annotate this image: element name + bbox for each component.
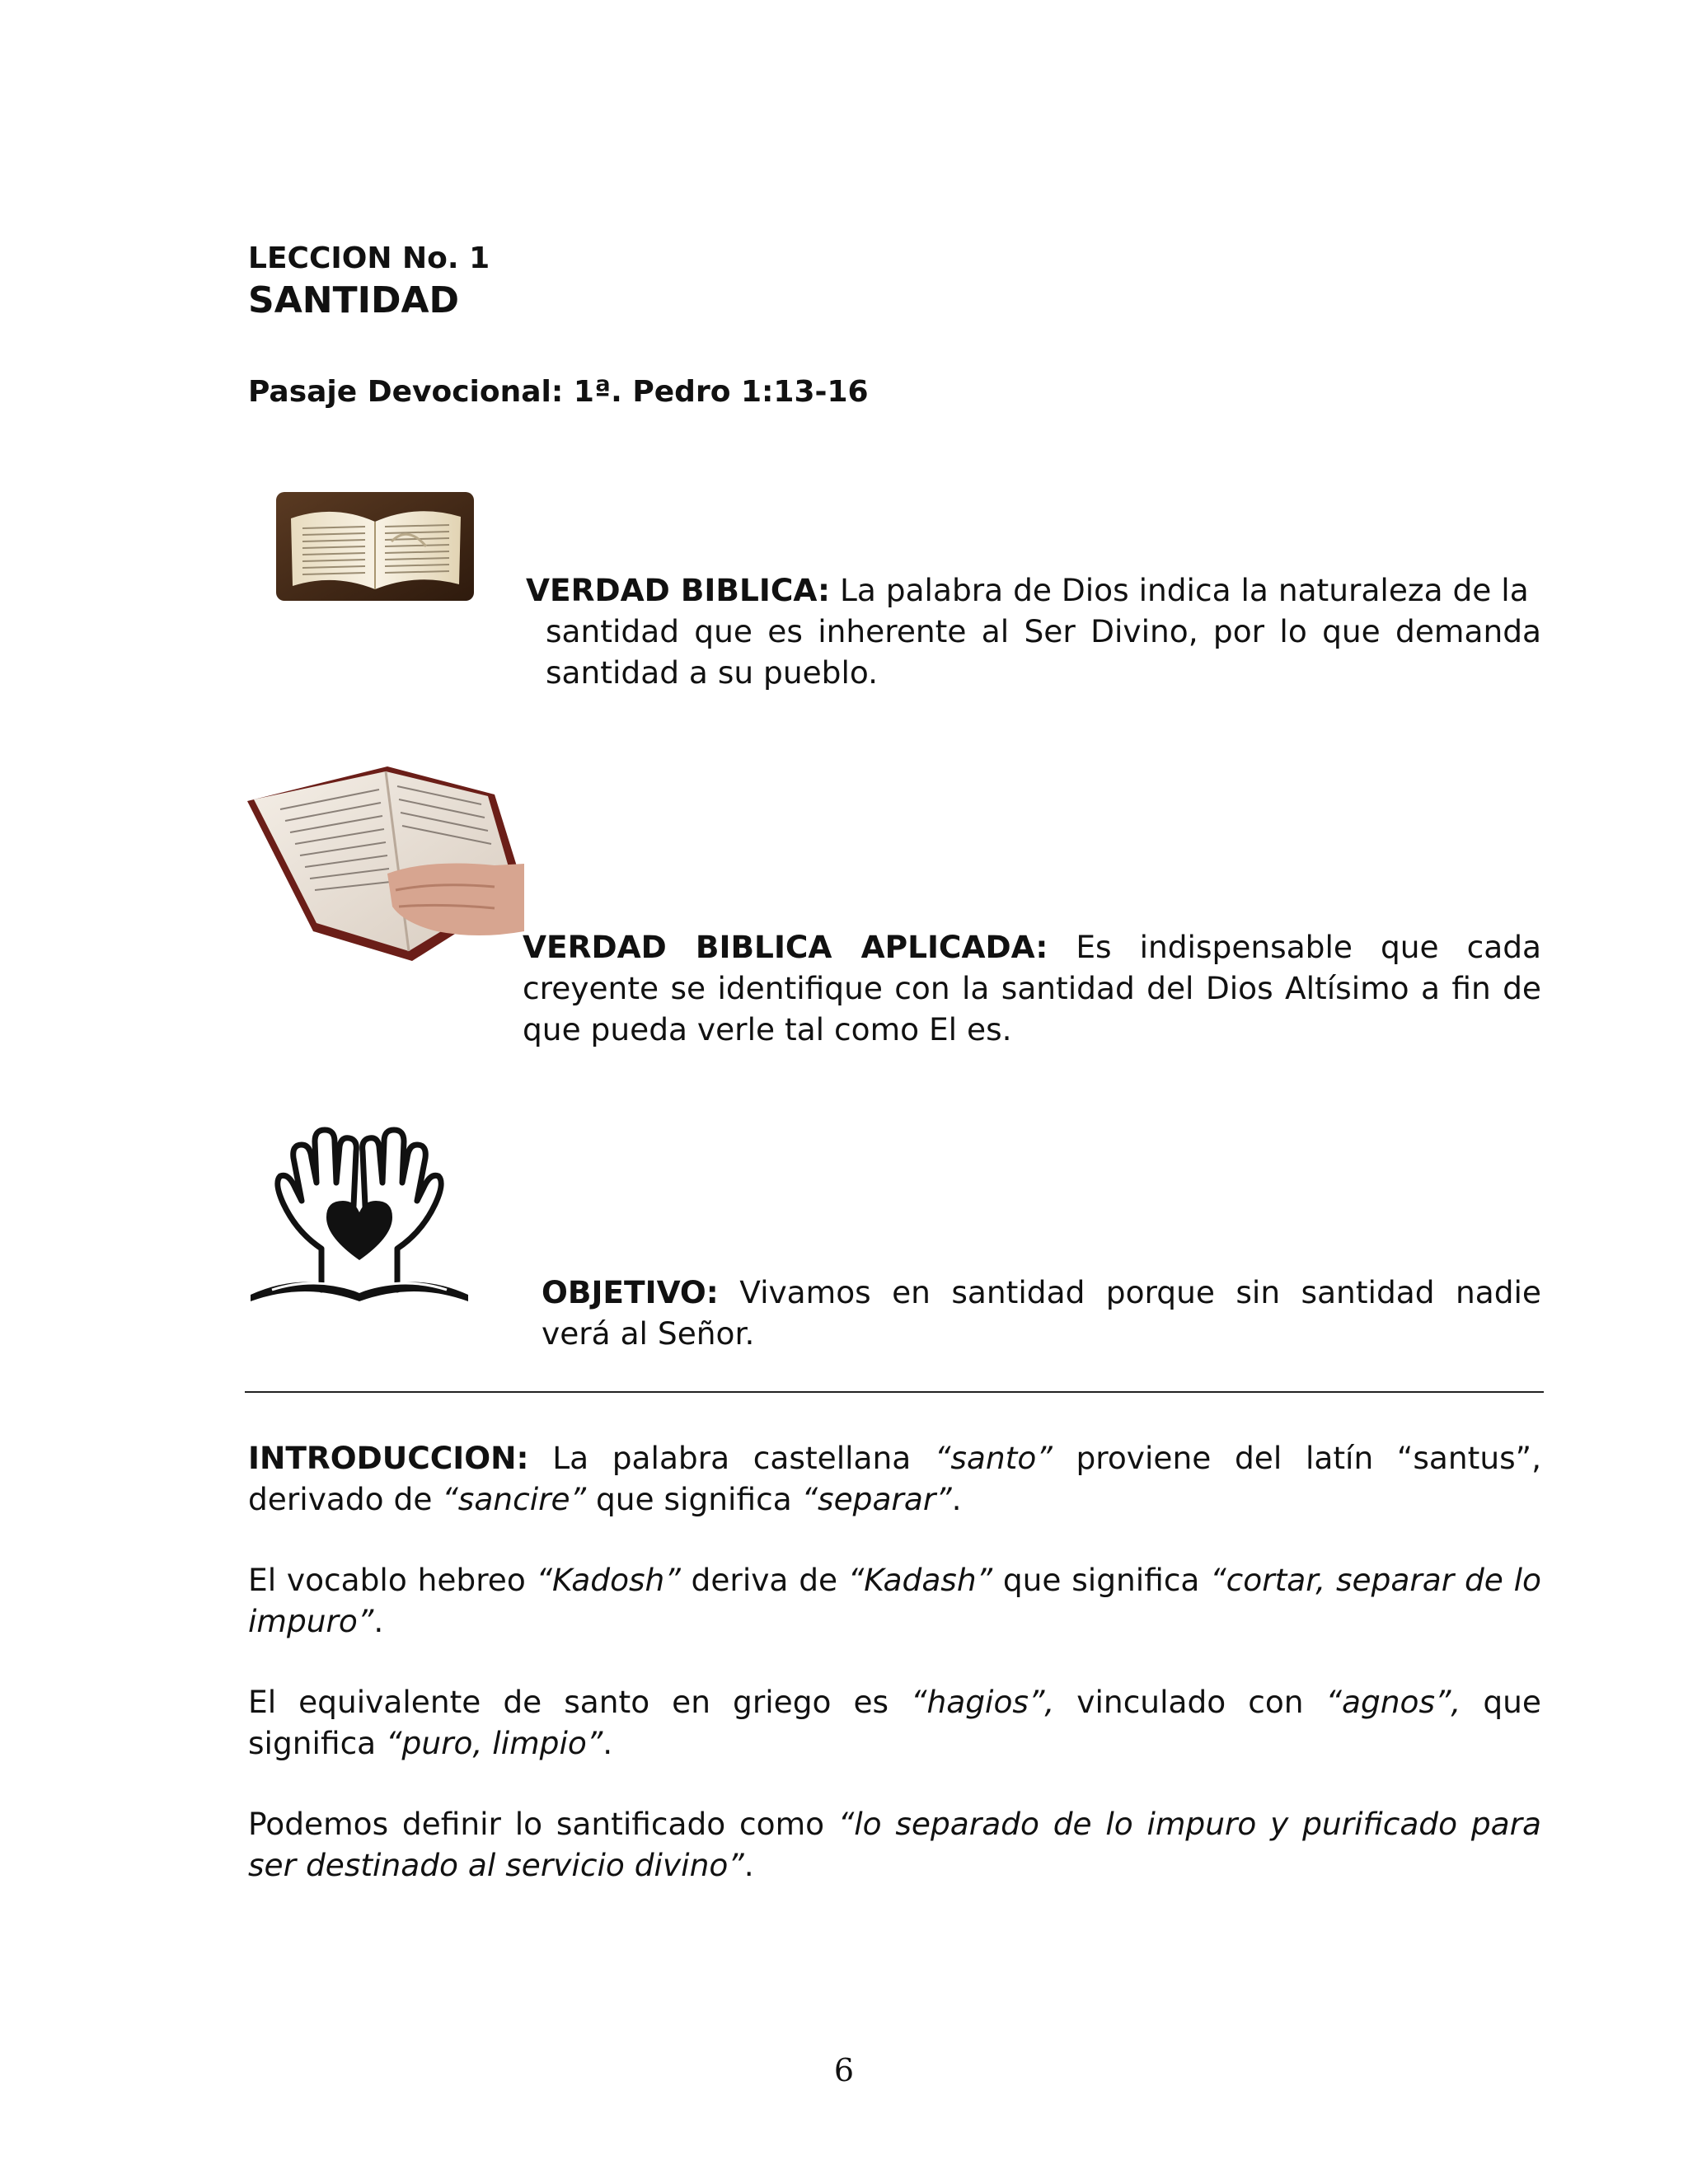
p4-t2: .	[743, 1847, 754, 1883]
p4-i1: “lo separado de lo impuro y purificado para ser destinado al servicio divino”	[248, 1806, 1542, 1883]
open-bible-icon	[276, 492, 474, 601]
intro-t3: que significa	[586, 1481, 802, 1517]
verdad-aplicada-label: VERDAD BIBLICA APLICADA:	[523, 929, 1048, 965]
p2-i1: “Kadosh”	[536, 1562, 681, 1598]
intro-i1: “santo”	[934, 1440, 1053, 1476]
p3-i2: “agnos”,	[1325, 1684, 1461, 1720]
p3-i3: “puro, limpio”	[386, 1725, 603, 1761]
p3-i1: “hagios”,	[911, 1684, 1055, 1720]
p3-t3: que significa	[248, 1684, 1541, 1761]
verdad-biblica-line1: La palabra de Dios indica la naturaleza de la	[830, 572, 1529, 608]
p2-t3: que significa	[992, 1562, 1211, 1598]
verdad-aplicada-text: Es indispensable que cada creyente se identifique con la santidad del Dios Altísimo a fin de que pueda verle tal como El es.	[523, 929, 1541, 1047]
objetivo	[542, 1272, 1541, 1354]
paragraph-greek	[248, 1681, 1541, 1764]
intro-t2: proviene del latín “santus”, derivado de	[248, 1440, 1541, 1517]
p2-t2: deriva de	[680, 1562, 848, 1598]
objetivo-text: Vivamos en santidad porque sin santidad nadie verá al Señor.	[542, 1274, 1541, 1352]
p2-t4: .	[373, 1603, 384, 1639]
lesson-number: LECCION No. 1	[248, 241, 490, 275]
intro-t1: La palabra castellana	[528, 1440, 935, 1476]
verdad-biblica	[526, 569, 1541, 693]
lesson-title: SANTIDAD	[248, 279, 460, 321]
p2-i2: “Kadash”	[847, 1562, 993, 1598]
page-number: 6	[833, 2052, 855, 2088]
objetivo-label: OBJETIVO:	[542, 1274, 719, 1310]
intro-i2: “sancire”	[442, 1481, 587, 1517]
verdad-biblica-label: VERDAD BIBLICA:	[526, 572, 831, 608]
verdad-biblica-rest: santidad que es inherente al Ser Divino, por lo que demanda santidad a su pueblo.	[546, 613, 1541, 691]
intro-i3: “separar”	[801, 1481, 952, 1517]
introduccion	[248, 1437, 1541, 1520]
verdad-biblica-aplicada	[523, 926, 1541, 1050]
p2-i3: “cortar, separar de lo impuro”	[248, 1562, 1541, 1639]
intro-label: INTRODUCCION:	[248, 1440, 529, 1476]
p3-t4: .	[603, 1725, 613, 1761]
intro-t4: .	[951, 1481, 962, 1517]
devotional-passage: Pasaje Devocional: 1ª. Pedro 1:13-16	[248, 375, 869, 409]
p2-t1: El vocablo hebreo	[248, 1562, 537, 1598]
p3-t2: vinculado con	[1054, 1684, 1326, 1720]
paragraph-definition	[248, 1803, 1541, 1886]
p4-t1: Podemos definir lo santificado como	[248, 1806, 838, 1842]
p3-t1: El equivalente de santo en griego es	[248, 1684, 912, 1720]
hand-on-bible-icon	[247, 766, 524, 961]
section-divider	[245, 1391, 1544, 1393]
paragraph-hebrew	[248, 1559, 1541, 1642]
hands-heart-bible-icon	[247, 1125, 471, 1305]
